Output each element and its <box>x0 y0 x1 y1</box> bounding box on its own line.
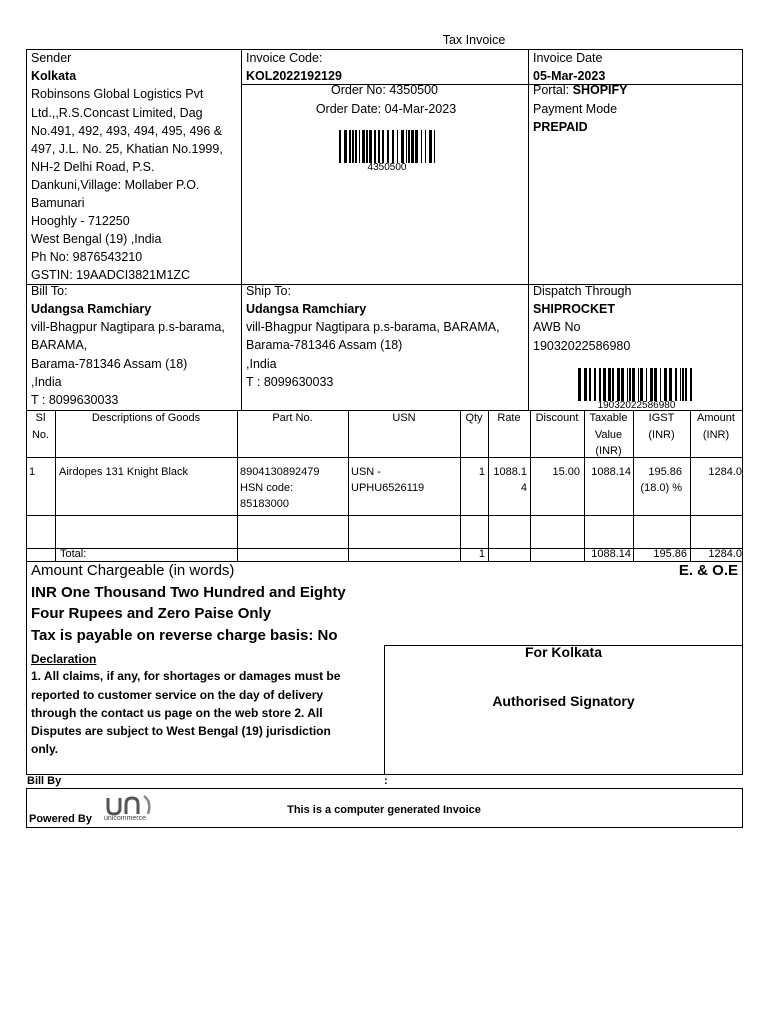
bill-to-line: vill-Bhagpur Nagtipara p.s-barama, <box>31 320 225 334</box>
reverse-charge-note: Tax is payable on reverse charge basis: No <box>31 627 338 644</box>
sender-label: Sender <box>31 51 72 65</box>
col-header-taxable: Taxable <box>589 412 628 424</box>
bill-to-label: Bill To: <box>31 284 68 298</box>
row-qty: 1 <box>478 466 485 478</box>
total-taxable: 1088.14 <box>591 548 631 560</box>
signatory-box <box>384 645 743 775</box>
col-header-taxable: Value <box>594 429 623 441</box>
col-header-qty: Qty <box>465 412 483 424</box>
sender-address-line: Hooghly - 712250 <box>31 214 130 228</box>
dispatch-carrier: SHIPROCKET <box>533 302 615 316</box>
col-header-sl: No. <box>31 429 50 441</box>
row-rate: 1088.1 <box>493 466 527 478</box>
col-header-igst: (INR) <box>648 429 675 441</box>
sender-gstin: GSTIN: 19AADCI3821M1ZC <box>31 268 191 282</box>
authorised-signatory: Authorised Signatory <box>492 693 635 709</box>
amount-words-label: Amount Chargeable (in words) <box>31 562 235 579</box>
invoice-date-label: Invoice Date <box>533 51 603 65</box>
row-rate: 4 <box>520 482 527 494</box>
row-usn: USN - <box>351 466 381 478</box>
declaration-line: only. <box>31 742 59 756</box>
col-header-igst: IGST <box>648 412 675 424</box>
bill-to-line: Barama-781346 Assam (18) <box>31 357 188 371</box>
row-hsn-label: HSN code: <box>240 482 294 494</box>
bill-by-colon: : <box>384 775 388 787</box>
row-discount: 15.00 <box>552 466 580 478</box>
sender-address-line: Robinsons Global Logistics Pvt <box>31 87 204 101</box>
declaration-line: Disputes are subject to West Bengal (19) jurisdiction <box>31 724 331 738</box>
total-label: Total: <box>60 548 87 560</box>
sender-address-line: Ltd.,,R.S.Concast Limited, Dag <box>31 106 203 120</box>
declaration-line: reported to customer service on the day of delivery <box>31 688 324 702</box>
row-part-no: 8904130892479 <box>240 466 320 478</box>
total-qty: 1 <box>478 548 485 560</box>
row-taxable: 1088.14 <box>591 466 631 478</box>
bill-to-name: Udangsa Ramchiary <box>31 302 152 316</box>
order-number: Order No: 4350500 <box>330 83 438 97</box>
total-amount: 1284.0 <box>708 548 742 560</box>
row-igst: 195.86 <box>648 466 682 478</box>
eoe-label: E. & O.E <box>678 562 738 579</box>
row-igst-rate: (18.0) % <box>640 482 682 494</box>
ship-to-line: ,India <box>246 357 277 371</box>
sender-address-line: West Bengal (19) ,India <box>31 232 162 246</box>
signatory-for: For Kolkata <box>524 644 602 660</box>
portal-value: SHOPIFY <box>572 83 628 97</box>
invoice-code-label: Invoice Code: <box>246 51 323 65</box>
order-barcode-number: 4350500 <box>367 162 407 173</box>
ship-to-line: vill-Bhagpur Nagtipara p.s-barama, BARAMA, <box>246 320 500 334</box>
awb-label: AWB No <box>533 320 581 334</box>
amount-words-line: Four Rupees and Zero Paise Only <box>31 605 272 622</box>
payment-mode: PREPAID <box>533 120 588 134</box>
col-header-amount: Amount <box>697 412 735 424</box>
awb-barcode <box>578 368 695 401</box>
col-header-description: Descriptions of Goods <box>91 412 201 424</box>
powered-by-label: Powered By <box>29 813 92 825</box>
col-header-amount: (INR) <box>702 429 730 441</box>
col-header-discount: Discount <box>535 412 579 424</box>
bill-to-phone: T : 8099630033 <box>31 393 119 407</box>
sender-address-line: No.491, 492, 493, 494, 495, 496 & <box>31 124 223 138</box>
sender-address-line: NH-2 Delhi Road, P.S. <box>31 160 155 174</box>
awb-number: 19032022586980 <box>533 339 631 353</box>
order-barcode <box>339 130 435 163</box>
declaration-line: through the contact us page on the web store 2. All <box>31 706 323 720</box>
bill-by-label: Bill By <box>27 775 62 787</box>
declaration-line: 1. All claims, if any, for shortages or damages must be <box>31 669 341 683</box>
portal-label: Portal: SHOPIFY <box>533 83 628 97</box>
computer-generated-note: This is a computer generated Invoice <box>287 804 481 816</box>
amount-words-line: INR One Thousand Two Hundred and Eighty <box>31 584 346 601</box>
row-description: Airdopes 131 Knight Black <box>59 466 189 478</box>
sender-phone: Ph No: 9876543210 <box>31 250 143 264</box>
row-hsn-code: 85183000 <box>240 498 289 510</box>
dispatch-label: Dispatch Through <box>533 284 632 298</box>
bill-to-line: ,India <box>31 375 62 389</box>
ship-to-line: Barama-781346 Assam (18) <box>246 338 403 352</box>
row-amount: 1284.0 <box>708 466 742 478</box>
col-header-usn: USN <box>392 412 416 424</box>
invoice-code: KOL2022192129 <box>246 69 342 83</box>
payment-mode-label: Payment Mode <box>533 102 618 116</box>
col-header-part-no: Part No. <box>272 412 313 424</box>
row-usn: UPHU6526119 <box>351 482 425 494</box>
col-header-rate: Rate <box>497 412 521 424</box>
ship-to-name: Udangsa Ramchiary <box>246 302 367 316</box>
row-sl: 1 <box>29 466 36 478</box>
sender-name: Kolkata <box>31 69 77 83</box>
bill-to-line: BARAMA, <box>31 338 88 352</box>
sender-address-line: Dankuni,Village: Mollaber P.O. <box>31 178 200 192</box>
total-igst: 195.86 <box>653 548 687 560</box>
ship-to-phone: T : 8099630033 <box>246 375 334 389</box>
unicommerce-logo-text: unicommerce <box>104 815 147 822</box>
sender-address-line: Bamunari <box>31 196 85 210</box>
ship-to-label: Ship To: <box>246 284 291 298</box>
unicommerce-logo <box>100 792 160 826</box>
sender-address-line: 497, J.L. No. 25, Khatian No.1999, <box>31 142 223 156</box>
invoice-date: 05-Mar-2023 <box>533 69 606 83</box>
invoice-title: Tax Invoice <box>442 33 506 47</box>
awb-barcode-number: 19032022586980 <box>597 400 676 411</box>
col-header-taxable: (INR) <box>595 445 622 457</box>
order-date: Order Date: 04-Mar-2023 <box>315 102 457 116</box>
declaration-label: Declaration <box>31 652 97 666</box>
col-header-sl: Sl <box>35 412 46 424</box>
